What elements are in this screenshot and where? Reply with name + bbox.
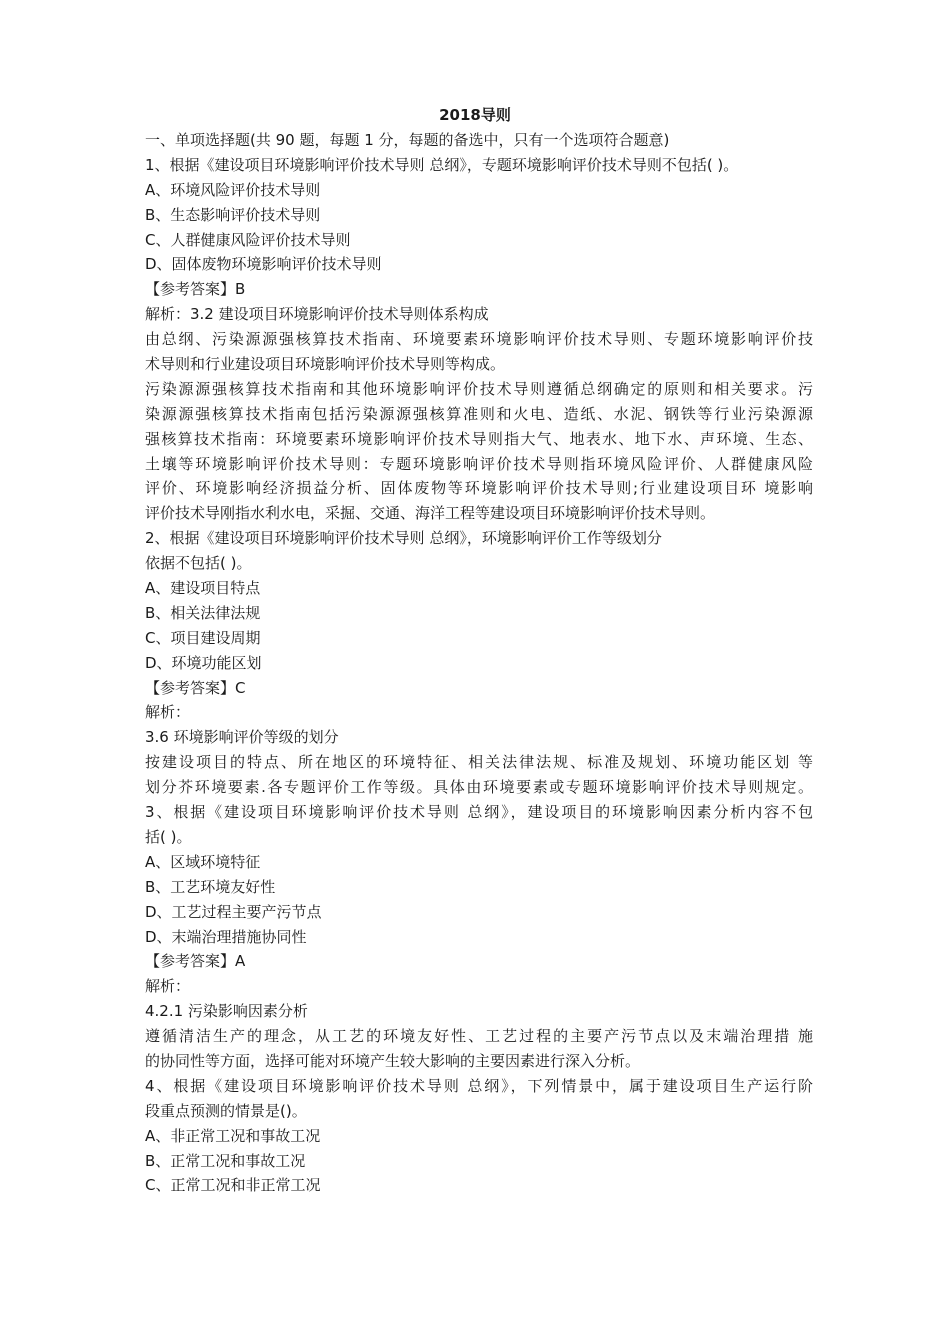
text-line: D、工艺过程主要产污节点 — [145, 902, 322, 921]
text-line: 术导则和行业建设项目环境影响评价技术导则等构成。 — [145, 355, 506, 374]
text-line: 解析： — [145, 703, 191, 722]
text-line: C、人群健康风险评价技术导则 — [145, 230, 351, 249]
text-line: 由总纲、污染源源强核算技术指南、环境要素环境影响评价技术导则、专题环境影响评价技 — [145, 330, 813, 349]
text-line: 解析：3.2 建设项目环境影响评价技术导则体系构成 — [145, 305, 489, 324]
text-line: A、建设项目特点 — [145, 579, 261, 598]
text-line: D、末端治理措施协同性 — [145, 927, 307, 946]
text-line: 评价技术导刚指水利水电，采掘、交通、海洋工程等建设项目环境影响评价技术导则。 — [145, 504, 716, 523]
text-line: 的协同性等方面，选择可能对环境产生较大影响的主要因素进行深入分析。 — [145, 1051, 641, 1070]
text-line: A、环境风险评价技术导则 — [145, 180, 321, 199]
text-line: B、工艺环境友好性 — [145, 877, 276, 896]
text-line: 划分芥环境要素.各专题评价工作等级。具体由环境要素或专题环境影响评价技术导则规定。 — [145, 778, 813, 797]
text-line: 解析： — [145, 977, 191, 996]
text-line: 【参考答案】B — [145, 280, 246, 299]
text-line: D、环境功能区划 — [145, 653, 262, 672]
text-line: 按建设项目的特点、所在地区的环境特征、相关法律法规、标准及规划、环境功能区划 等 — [145, 753, 813, 772]
text-line: A、区域环境特征 — [145, 852, 261, 871]
text-line: C、正常工况和非正常工况 — [145, 1176, 321, 1195]
text-line: 强核算技术指南：环境要素环境影响评价技术导则指大气、地表水、地下水、声环境、生态、 — [145, 429, 813, 448]
text-line: C、项目建设周期 — [145, 628, 261, 647]
text-line: 评价、环境影响经济损益分析、固体废物等环境影响评价技术导则;行业建设项目环 境影响 — [145, 479, 813, 498]
text-line: 括( )。 — [145, 827, 192, 846]
text-line: B、正常工况和事故工况 — [145, 1151, 306, 1170]
text-line: 3、根据《建设项目环境影响评价技术导则 总纲》，建设项目的环境影响因素分析内容不包 — [145, 803, 813, 822]
document-body — [145, 128, 813, 1198]
text-line: 遵循清洁生产的理念，从工艺的环境友好性、工艺过程的主要产污节点以及末端治理措 施 — [145, 1027, 813, 1046]
text-line: A、非正常工况和事故工况 — [145, 1126, 321, 1145]
text-line: 污染源源强核算技术指南和其他环境影响评价技术导则遵循总纲确定的原则和相关要求。污 — [145, 379, 813, 398]
text-line: 染源源强核算技术指南包括污染源源强核算准则和火电、造纸、水泥、钢铁等行业污染源源 — [145, 404, 813, 423]
text-line: B、生态影响评价技术导则 — [145, 205, 321, 224]
text-line: 一、单项选择题(共 90 题，每题 1 分，每题的备选中，只有一个选项符合题意) — [145, 131, 670, 149]
text-line: 段重点预测的情景是()。 — [145, 1101, 307, 1120]
text-line: 4、根据《建设项目环境影响评价技术导则 总纲》，下列情景中，属于建设项目生产运行阶 — [145, 1076, 813, 1095]
text-line: 2、根据《建设项目环境影响评价技术导则 总纲》，环境影响评价工作等级划分 — [145, 529, 662, 548]
text-line: 1、根据《建设项目环境影响评价技术导则 总纲》，专题环境影响评价技术导则不包括( )。 — [145, 155, 739, 174]
text-line: 【参考答案】A — [145, 952, 246, 971]
text-line: 依据不包括( )。 — [145, 554, 252, 573]
text-line: 土壤等环境影响评价技术导则：专题环境影响评价技术导则指环境风险评价、人群健康风险 — [145, 454, 813, 473]
text-line: 【参考答案】C — [145, 678, 246, 697]
text-line: 4.2.1 污染影响因素分析 — [145, 1002, 308, 1021]
document-title: 2018导则 — [439, 106, 511, 124]
text-line: 3.6 环境影响评价等级的划分 — [145, 728, 339, 747]
text-line: D、固体废物环境影响评价技术导则 — [145, 255, 382, 274]
text-line: B、相关法律法规 — [145, 603, 261, 622]
